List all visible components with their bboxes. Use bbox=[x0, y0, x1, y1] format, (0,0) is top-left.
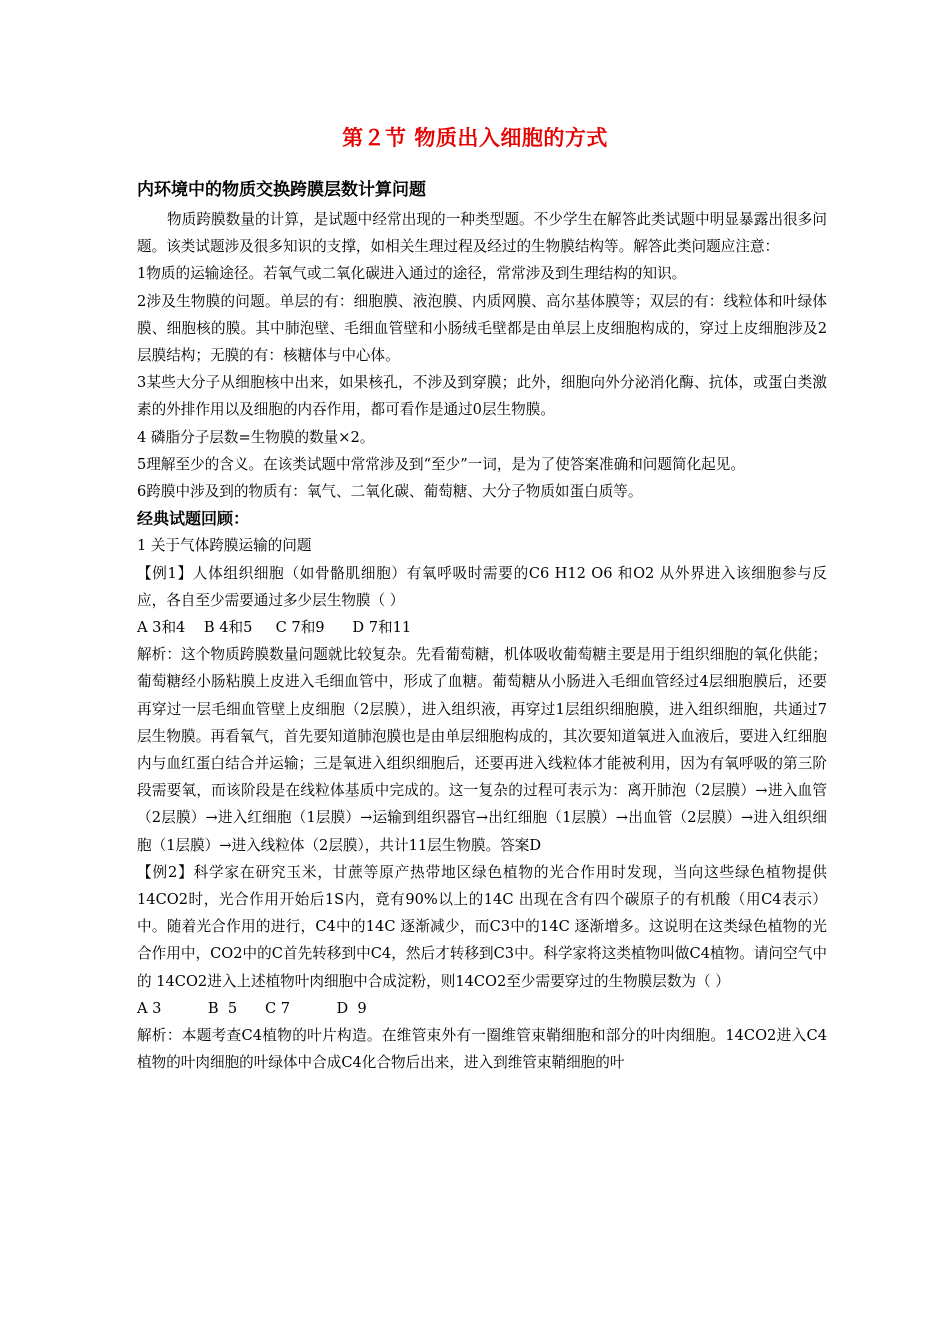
example-2-question: 【例2】科学家在研究玉米，甘蔗等原产热带地区绿色植物的光合作用时发现，当向这些绿色植物提供14CO2时，光合作用开始后1S内，竟有90%以上的14C 出现在含有四个碳原子的有机酸（用C4表示）中。随着光合作用的进行，C4中的14C 逐渐减少，而C3中的14C 逐渐增多。这说明在这类绿色植物的光合作用中，CO2中的C首先转移到中C4，然后才转移到C3中。科学家将这类植物叫做C4植物。请问空气中的 14CO2进入上述植物叶肉细胞中合成淀粉，则14CO2至少需要穿过的生物膜层数为（ ） bbox=[137, 863, 827, 990]
point-1: 1物质的运输途径。若氧气或二氧化碳进入通过的途径，常常涉及到生理结构的知识。 bbox=[137, 265, 687, 283]
example-1-question: 【例1】人体组织细胞（如骨骼肌细胞）有氧呼吸时需要的C6 H12 O6 和O2 从外界进入该细胞参与反应，各自至少需要通过多少层生物膜（ ） bbox=[137, 564, 827, 609]
section-heading: 经典试题回顾： bbox=[137, 509, 250, 529]
example-1-options: A 3和4 B 4和5 C 7和9 D 7和11 bbox=[137, 619, 412, 637]
point-6: 6跨膜中涉及到的物质有：氧气、二氧化碳、葡萄糖、大分子物质如蛋白质等。 bbox=[137, 483, 643, 501]
section-subtitle: 内环境中的物质交换跨膜层数计算问题 bbox=[137, 180, 426, 200]
document-body bbox=[137, 206, 827, 1077]
point-4: 4 磷脂分子层数=生物膜的数量×2。 bbox=[137, 428, 375, 446]
page-title: 第２节 物质出入细胞的方式 bbox=[342, 125, 608, 150]
example-1-analysis: 解析：这个物质跨膜数量问题就比较复杂。先看葡萄糖，机体吸收葡萄糖主要是用于组织细胞的氧化供能；葡萄糖经小肠粘膜上皮进入毛细血管中，形成了血糖。葡萄糖从小肠进入毛细血管经过4层细胞膜后，还要再穿过一层毛细血管壁上皮细胞（2层膜），进入组织液，再穿过1层组织细胞膜，进入组织细胞，共通过7层生物膜。再看氧气，首先要知道肺泡膜也是由单层细胞构成的，其次要知道氧进入血液后，要进入红细胞内与血红蛋白结合并运输；三是氧进入组织细胞后，还要再进入线粒体才能被利用，因为有氧呼吸的第三阶段需要氧，而该阶段是在线粒体基质中完成的。这一复杂的过程可表示为：离开肺泡（2层膜）→进入血管（2层膜）→进入红细胞（1层膜）→运输到组织器官→出红细胞（1层膜）→出血管（2层膜）→进入组织细胞（1层膜）→进入线粒体（2层膜），共计11层生物膜。答案D bbox=[137, 646, 827, 854]
topic-1: 1 关于气体跨膜运输的问题 bbox=[137, 537, 312, 555]
example-2-analysis: 解析：本题考查C4植物的叶片构造。在维管束外有一圈维管束鞘细胞和部分的叶肉细胞。14CO2进入C4植物的叶肉细胞的叶绿体中合成C4化合物后出来，进入到维管束鞘细胞的叶 bbox=[137, 1027, 827, 1072]
example-2-options: A 3 B 5 C 7 D 9 bbox=[137, 999, 367, 1017]
intro-paragraph: 物质跨膜数量的计算，是试题中经常出现的一种类型题。不少学生在解答此类试题中明显暴露出很多问题。该类试题涉及很多知识的支撑，如相关生理过程及经过的生物膜结构等。解答此类问题应注意： bbox=[137, 211, 827, 256]
point-5: 5理解至少的含义。在该类试题中常常涉及到“至少”一词，是为了使答案准确和问题简化起见。 bbox=[137, 455, 745, 473]
point-3: 3某些大分子从细胞核中出来，如果核孔，不涉及到穿膜；此外，细胞向外分泌消化酶、抗体，或蛋白类激素的外排作用以及细胞的内吞作用，都可看作是通过0层生物膜。 bbox=[137, 374, 827, 419]
point-2: 2涉及生物膜的问题。单层的有：细胞膜、液泡膜、内质网膜、高尔基体膜等；双层的有：线粒体和叶绿体膜、细胞核的膜。其中肺泡壁、毛细血管壁和小肠绒毛壁都是由单层上皮细胞构成的，穿过上皮细胞涉及2层膜结构；无膜的有：核糖体与中心体。 bbox=[137, 292, 827, 365]
